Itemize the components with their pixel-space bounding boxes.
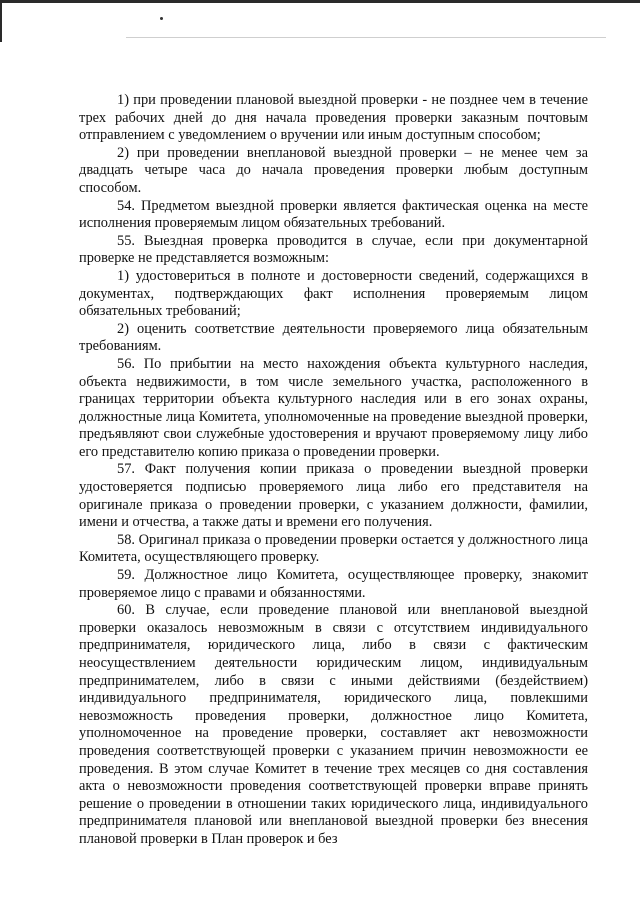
paragraph-55-item-1: 1) удостовериться в полноте и достоверности сведений, содержащихся в документах, подтверждающих факт исполнения проверяемым лицом обязательных требований; bbox=[79, 267, 588, 320]
scan-artifact-dot bbox=[160, 17, 163, 20]
scan-edge-left bbox=[0, 0, 2, 42]
paragraph-55-item-2: 2) оценить соответствие деятельности проверяемого лица обязательным требованиям. bbox=[79, 320, 588, 355]
document-body bbox=[79, 92, 588, 849]
paragraph-55: 55. Выездная проверка проводится в случае, если при документарной проверке не представляется возможным: bbox=[79, 232, 588, 267]
scan-edge-top bbox=[0, 0, 640, 3]
paragraph-60: 60. В случае, если проведение плановой или внеплановой выездной проверки оказалось невозможным в связи с отсутствием индивидуального предпринимателя, юридического лица, либо в связи с фактическим неосуществлением деятельности юридическим лицом, индивидуальным предпринимателем, либо в связи с иными действиями (бездействием) индивидуального предпринимателя, юридического лица, повлекшими невозможность проведения проверки, должностное лицо Комитета, уполномоченное на проведение проверки, составляет акт невозможности проведения соответствующей проверки с указанием причин невозможности ее проведения. В этом случае Комитет в течение трех месяцев со дня составления акта о невозможности проведения соответствующей проверки вправе принять решение о проведении в отношении таких юридического лица, индивидуального предпринимателя плановой или внеплановой выездной проверки без внесения плановой проверки в План проверок и без bbox=[79, 602, 588, 847]
paragraph-58: 58. Оригинал приказа о проведении проверки остается у должностного лица Комитета, осуществляющего проверку. bbox=[79, 531, 588, 566]
scan-artifact-line bbox=[126, 37, 606, 38]
paragraph-54: 54. Предметом выездной проверки является фактическая оценка на месте исполнения проверяемым лицом обязательных требований. bbox=[79, 197, 588, 232]
paragraph-57: 57. Факт получения копии приказа о проведении выездной проверки удостоверяется подписью проверяемого лица либо его представителя на оригинале приказа о проведении проверки, с указанием должности, фамилии, имени и отчества, а также даты и времени его получения. bbox=[79, 461, 588, 531]
paragraph-notice-unplanned: 2) при проведении внеплановой выездной проверки – не менее чем за двадцать четыре часа до начала проведения проверки любым доступным способом. bbox=[79, 144, 588, 196]
paragraph-56: 56. По прибытии на место нахождения объекта культурного наследия, объекта недвижимости, в том числе земельного участка, расположенного в границах территории объекта культурного наследия или в его зонах охраны, должностные лица Комитета, уполномоченные на проведение выездной проверки, предъявляют свои служебные удостоверения и вручают проверяемому лицу либо его представителю копию приказа о проведении проверки. bbox=[79, 355, 588, 460]
paragraph-59: 59. Должностное лицо Комитета, осуществляющее проверку, знакомит проверяемое лицо с правами и обязанностями. bbox=[79, 567, 588, 601]
paragraph-notice-planned: 1) при проведении плановой выездной проверки - не позднее чем в течение трех рабочих дней до дня начала проведения проверки заказным почтовым отправлением с уведомлением о вручении или иным доступным способом; bbox=[79, 92, 588, 144]
